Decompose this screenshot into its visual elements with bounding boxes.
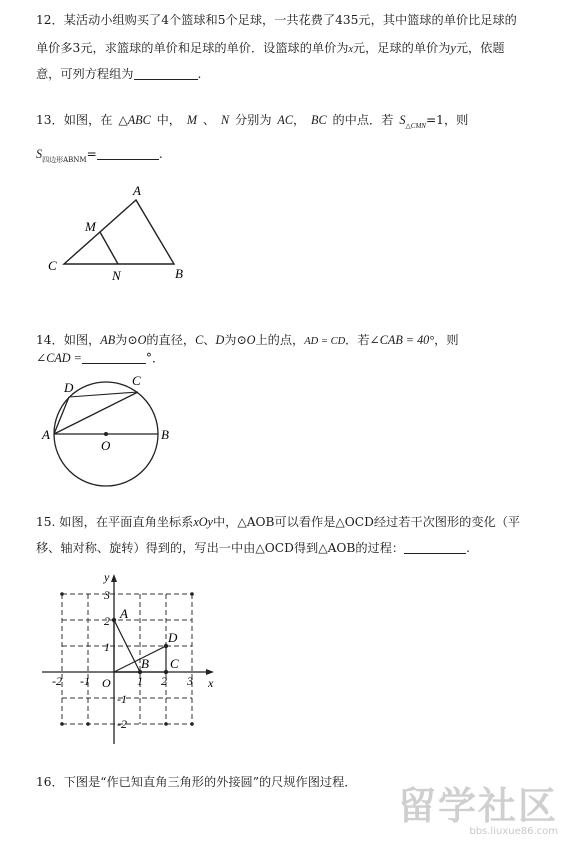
q14-angle-cad: ∠CAD = xyxy=(36,351,82,365)
q12-var-y: y xyxy=(450,41,456,55)
q13-triangle-abc: △ABC xyxy=(118,113,151,127)
q12-text-2a: 单价多3元，求篮球的单价和足球的单价．设篮球的单价为 xyxy=(36,41,349,55)
q13-area-s: S xyxy=(399,113,406,127)
label-d: D xyxy=(64,380,74,395)
q14-ad-eq-cd: AD = CD xyxy=(304,336,346,347)
q14-answer-blank[interactable] xyxy=(82,351,146,364)
label-b: B xyxy=(161,427,169,442)
label-m: M xyxy=(85,219,96,234)
q12-line-2 xyxy=(36,40,505,58)
watermark xyxy=(398,786,558,837)
q14-text-1d: 为⊙ xyxy=(224,333,247,347)
q13-seg-bc: BC xyxy=(311,113,327,127)
q13-answer-blank[interactable] xyxy=(97,147,159,160)
label-o: O xyxy=(101,438,111,453)
label-n: N xyxy=(112,268,121,283)
q14-var-o-2: O xyxy=(246,333,256,347)
q16-text-1: 16．下图是“作已知直角三角形的外接圆”的尺规作图过程． xyxy=(36,775,357,789)
q13-seg-ac: AC xyxy=(277,113,293,127)
q13-area2-sub: 四边形ABNM xyxy=(42,156,87,164)
chord-ad xyxy=(54,397,69,434)
q15-line-1 xyxy=(36,514,520,530)
point-a xyxy=(112,618,116,622)
q13-area2-eq: = xyxy=(86,147,97,161)
watermark-logo-text: 留学社区 xyxy=(397,784,558,828)
q14-text-2end: °． xyxy=(145,351,165,365)
q14-text-1e: 上的点， xyxy=(255,333,305,347)
y-axis-arrow xyxy=(111,574,117,582)
q13-text-1e: ，则 xyxy=(443,113,469,127)
y-tick-neg2: -2 xyxy=(117,717,127,731)
q14-line-1 xyxy=(36,332,459,350)
label-a: A xyxy=(42,427,50,442)
q13-line-1 xyxy=(36,112,468,134)
q13-area2-s: S xyxy=(36,147,43,161)
q14-var-c: C xyxy=(195,333,204,347)
label-c: C xyxy=(48,258,57,273)
q12-text-3b: . xyxy=(197,67,202,81)
q13-area-eq: =1 xyxy=(425,113,444,127)
q14-angle-cab: ∠CAB = 40° xyxy=(369,333,435,347)
q14-var-o: O xyxy=(137,333,147,347)
y-tick-neg1: -1 xyxy=(117,692,127,706)
q13-area-sub: △CMN xyxy=(405,122,426,130)
q13-triangle-figure xyxy=(40,180,200,290)
q12-text-2c: 元，依题 xyxy=(455,41,505,55)
q14-seg-ab: AB xyxy=(100,333,116,347)
q12-text-3a: 意，可列方程组为 xyxy=(36,67,134,81)
q13-text-1d: 的中点．若 xyxy=(332,113,394,127)
q12-text-1: 12．某活动小组购买了4个篮球和5个足球，一共花费了435元，其中篮球的单价比足球的 xyxy=(36,13,517,27)
q14-sep: 、 xyxy=(203,333,216,347)
q13-var-m: M xyxy=(186,113,198,127)
q14-text-1b: 为⊙ xyxy=(115,333,138,347)
q14-line-2 xyxy=(36,350,164,366)
q14-text-1f: ．若 xyxy=(345,333,370,347)
q13-sep-2: ， xyxy=(292,113,306,127)
label-c: C xyxy=(132,373,141,388)
y-tick-3: 3 xyxy=(104,588,110,602)
label-a: A xyxy=(133,183,141,198)
q15-line-2 xyxy=(36,540,470,556)
q16-line-1 xyxy=(36,774,356,790)
q14-text-1c: 的直径， xyxy=(146,333,196,347)
q13-sep-1: 、 xyxy=(202,113,216,127)
segment-mn xyxy=(100,232,118,264)
q15-text-2b: . xyxy=(466,541,470,555)
triangle-abc-outline xyxy=(64,200,174,264)
y-tick-2: 2 xyxy=(104,614,110,628)
x-tick-neg1: -1 xyxy=(80,674,90,688)
x-tick-2: 2 xyxy=(161,674,167,688)
x-axis-arrow xyxy=(206,669,214,675)
q13-var-n: N xyxy=(220,113,230,127)
origin-label: O xyxy=(102,676,111,690)
q14-text-1a: 14．如图， xyxy=(36,333,101,347)
chord-ac xyxy=(54,392,138,434)
center-point-o xyxy=(104,432,108,436)
x-tick-neg2: -2 xyxy=(52,674,62,688)
chord-dc xyxy=(69,392,138,397)
x-tick-3: 3 xyxy=(187,674,193,688)
q15-answer-blank[interactable] xyxy=(404,541,466,554)
q14-var-d: D xyxy=(215,333,225,347)
q12-line-3 xyxy=(36,66,201,82)
q12-line-1 xyxy=(36,12,517,28)
q13-line-2 xyxy=(36,146,163,168)
label-point-d: D xyxy=(168,630,178,645)
q14-circle-figure xyxy=(38,370,188,490)
label-point-b: B xyxy=(141,656,149,671)
x-tick-1: 1 xyxy=(137,674,143,688)
q12-answer-blank[interactable] xyxy=(134,67,198,80)
label-b: B xyxy=(175,266,183,281)
y-axis-label: y xyxy=(104,570,110,584)
label-point-a: A xyxy=(120,606,128,621)
q12-var-x: x xyxy=(348,44,353,55)
q13-text-1a: 13．如图，在 xyxy=(36,113,113,127)
x-axis-label: x xyxy=(208,676,214,690)
q15-text-1b: 中，△AOB可以看作是△OCD经过若干次图形的变化（平 xyxy=(212,515,521,529)
q15-text-1a: 15. 如图，在平面直角坐标系 xyxy=(36,515,194,529)
q13-text-1c: 分别为 xyxy=(234,113,272,127)
q13-text-2end: . xyxy=(158,147,163,161)
q15-coordinate-grid xyxy=(40,566,230,746)
q14-text-1g: ，则 xyxy=(434,333,459,347)
q15-xoy: xOy xyxy=(193,515,213,529)
q13-text-1b: 中， xyxy=(156,113,181,127)
watermark-url: bbs.liuxue86.com xyxy=(469,826,558,837)
label-point-c: C xyxy=(170,656,179,671)
y-tick-1: 1 xyxy=(104,640,110,654)
q15-text-2a: 移、轴对称、旋转）得到的，写出一中由△OCD得到△AOB的过程： xyxy=(36,541,405,555)
q12-text-2b: 元，足球的单价为 xyxy=(352,41,451,55)
